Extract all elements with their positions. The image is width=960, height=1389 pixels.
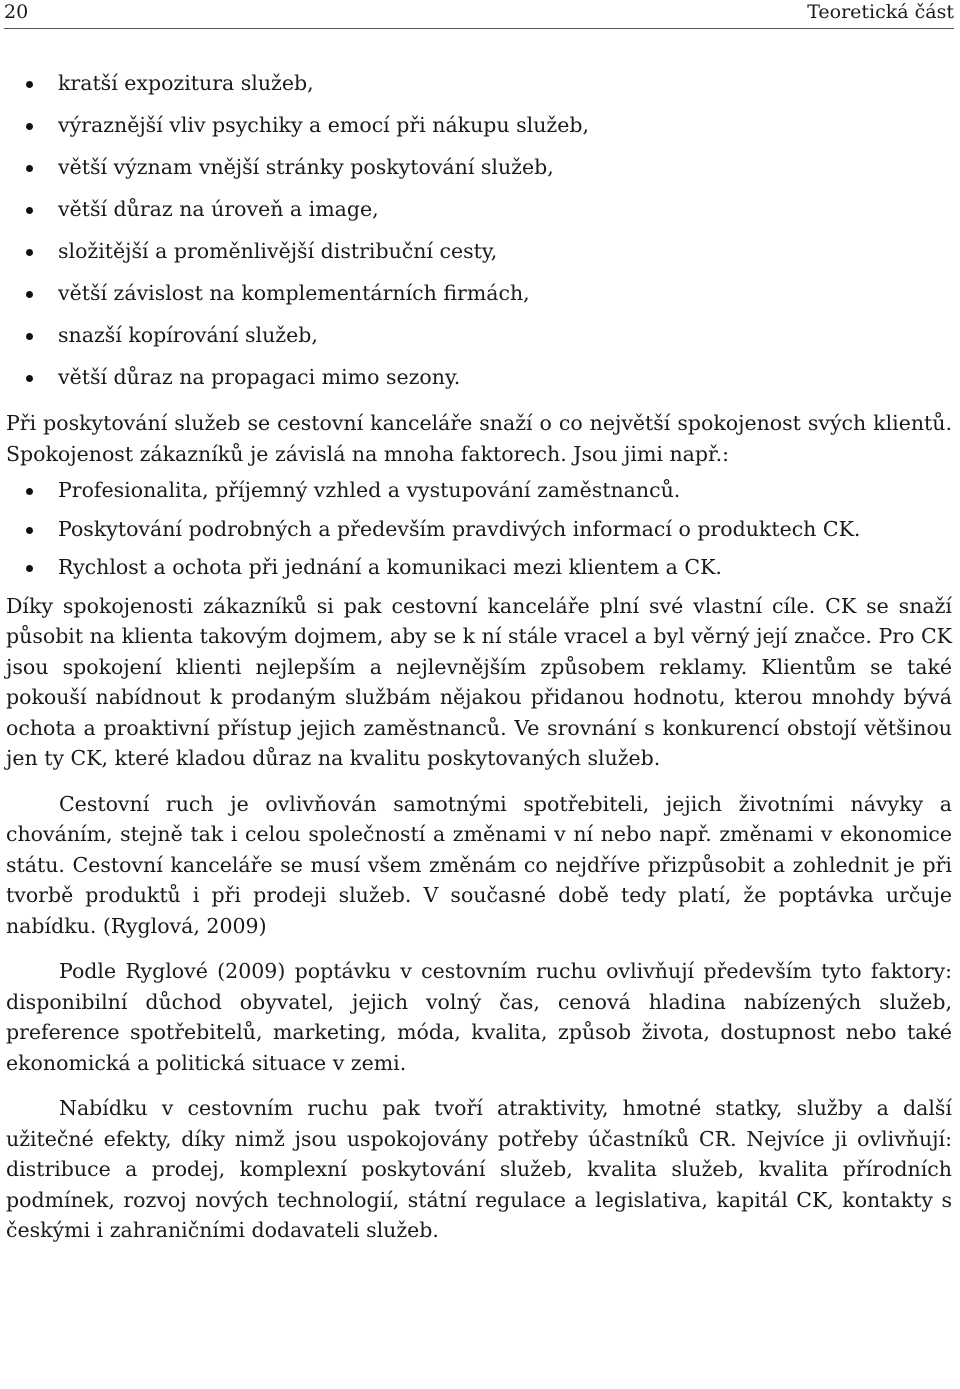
bullet-icon <box>26 291 33 298</box>
bullet-icon <box>26 165 33 172</box>
list-item: kratší expozitura služeb, <box>6 68 952 110</box>
section-title: Teoretická část <box>807 1 954 23</box>
bullet-list-satisfaction-factors <box>6 475 952 583</box>
page-number: 20 <box>4 1 29 23</box>
paragraph-satisfaction-intro: Při poskytování služeb se cestovní kanceláře snaží o co největší spokojenost svých klientů. Spokojenost zákazníků je závislá na mnoha faktorech. Jsou jimi např.: <box>6 411 952 466</box>
list-item: Profesionalita, příjemný vzhled a vystupování zaměstnanců. <box>6 475 952 506</box>
bullet-icon <box>26 333 33 340</box>
paragraph-demand-factors: Podle Ryglové (2009) poptávku v cestovním ruchu ovlivňují především tyto faktory: disponibilní důchod obyvatel, jejich volný čas, cenová hladina nabízených služeb, preference spotřebitelů, marketing, móda, kvalita, způsob života, dostupnost nebo také ekonomická a politická situace v zemi. <box>6 959 952 1075</box>
page-header <box>4 0 954 29</box>
list-item: větší závislost na komplementárních firmách, <box>6 278 952 320</box>
paragraph-tourism-influences: Cestovní ruch je ovlivňován samotnými spotřebiteli, jejich životními návyky a chováním, stejně tak i celou společností a změnami v ní nebo např. změnami v ekonomice státu. Cestovní kanceláře se musí všem změnám co nejdříve přizpůsobit a zohlednit je při tvorbě produktů i při prodeji služeb. V současné době tedy platí, že poptávka určuje nabídku. (Ryglová, 2009) <box>6 791 952 938</box>
list-item: Poskytování podrobných a především pravdivých informací o produktech CK. <box>6 514 952 545</box>
list-item: větší důraz na propagaci mimo sezony. <box>6 362 952 404</box>
list-item: výraznější vliv psychiky a emocí při nákupu služeb, <box>6 110 952 152</box>
list-item: větší důraz na úroveň a image, <box>6 194 952 236</box>
bullet-list-service-traits <box>6 68 952 404</box>
bullet-icon <box>26 249 33 256</box>
bullet-icon <box>26 565 33 572</box>
bullet-icon <box>26 207 33 214</box>
bullet-icon <box>26 123 33 130</box>
bullet-icon <box>26 488 33 495</box>
paragraph-supply-factors: Nabídku v cestovním ruchu pak tvoří atraktivity, hmotné statky, služby a další užitečné efekty, díky nimž jsou uspokojovány potřeby účastníků CR. Nejvíce ji ovlivňují: distribuce a prodej, komplexní poskytování služeb, kvalita služeb, kvalita přírodních podmínek, rozvoj nových technologií, státní regulace a legislativa, kapitál CK, kontakty s českými i zahraničními dodavateli služeb. <box>6 1096 952 1242</box>
list-item: větší význam vnější stránky poskytování služeb, <box>6 152 952 194</box>
list-item: složitější a proměnlivější distribuční cesty, <box>6 236 952 278</box>
bullet-icon <box>26 375 33 382</box>
paragraph-customer-satisfaction: Díky spokojenosti zákazníků si pak cestovní kanceláře plní své vlastní cíle. CK se snaží působit na klienta takovým dojmem, aby se k ní stále vracel a byl věrný její značce. Pro CK jsou spokojení klienti nejlepším a nejlevnějším způsobem reklamy. Klientům se také pokouší nabídnout k prodaným službám nějakou přidanou hodnotu, kterou mnohdy bývá ochota a proaktivní přístup jejich zaměstnanců. Ve srovnání s konkurencí obstojí většinou jen ty CK, které kladou důraz na kvalitu poskytovaných služeb. <box>6 593 952 770</box>
list-item: Rychlost a ochota při jednání a komunikaci mezi klientem a CK. <box>6 552 952 583</box>
list-item: snazší kopírování služeb, <box>6 320 952 362</box>
page-content <box>6 68 952 1246</box>
bullet-icon <box>26 81 33 88</box>
bullet-icon <box>26 527 33 534</box>
